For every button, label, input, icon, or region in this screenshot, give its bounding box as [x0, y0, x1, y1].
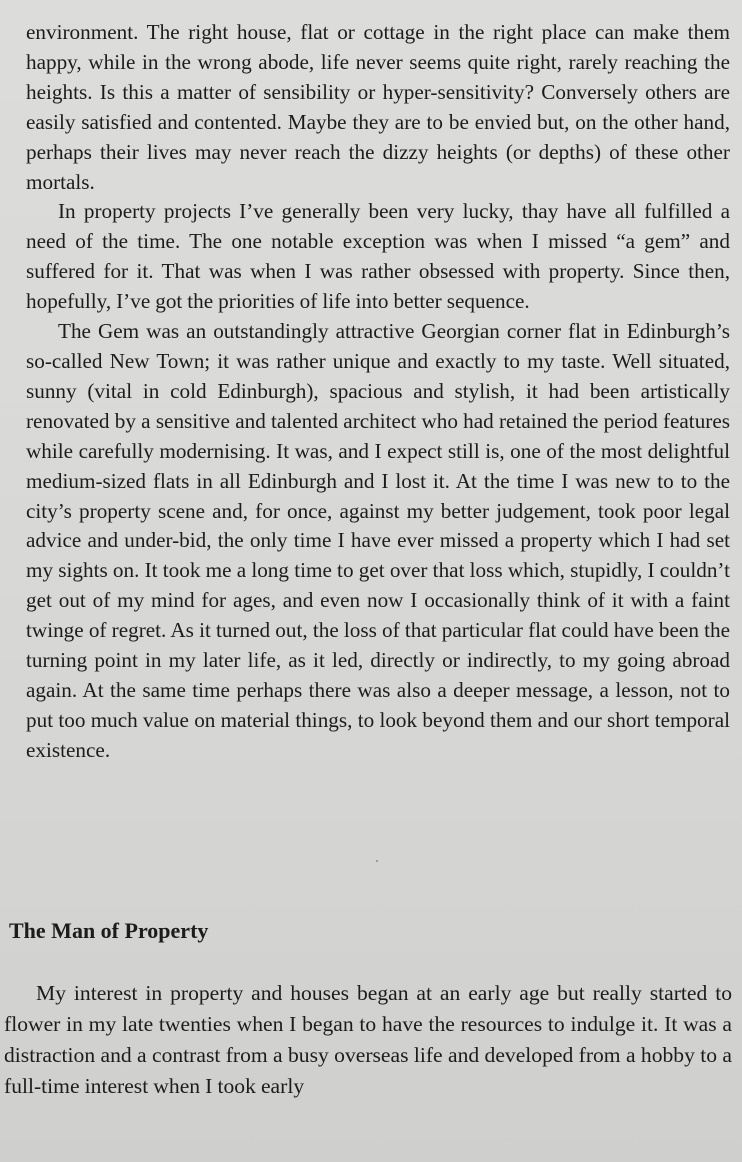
paragraph-continuation: environment. The right house, flat or cottage in the right place can make them happy, while in the wrong abode, life never seems quite right, rarely reaching the heights. Is this a matter of sensibility or hyper-sensitivity? Conversely others are easily satisfied and contented. Maybe they are to be envied but, on the other hand, perhaps their lives may never reach the dizzy heights (or depths) of these other mortals.	[26, 20, 730, 194]
paper-speck	[376, 860, 378, 862]
body-text-bottom	[4, 978, 732, 1102]
paragraph-the-gem: The Gem was an outstandingly attractive Georgian corner flat in Edinburgh’s so-called New Town; it was rather unique and exactly to my taste. Well situated, sunny (vital in cold Edinburgh), spacious and stylish, it had been artistically renovated by a sensitive and talented architect who had retained the period features while carefully modernising. It was, and I expect still is, one of the most delightful medium-sized flats in all Edinburgh and I lost it. At the time I was new to to the city’s property scene and, for once, against my better judgement, took poor legal advice and under-bid, the only time I have ever missed a property which I had set my sights on. It took me a long time to get over that loss which, stupidly, I couldn’t get out of my mind for ages, and even now I occasionally think of it with a faint twinge of regret. As it turned out, the loss of that particular flat could have been the turning point in my later life, as it led, directly or indirectly, to my going abroad again. At the same time perhaps there was also a deeper message, a lesson, not to put too much value on material things, to look beyond them and our short temporal existence.	[26, 319, 730, 762]
paragraph-interest-in-property: My interest in property and houses began at an early age but really started to flower in my late twenties when I began to have the resources to indulge it. It was a distraction and a contrast from a busy overseas life and developed from a hobby to a full-time interest when I took early	[4, 981, 732, 1098]
paragraph-property-projects: In property projects I’ve generally been very lucky, thay have all fulfilled a need of the time. The one notable exception was when I missed “a gem” and suffered for it. That was when I was rather obsessed with property. Since then, hopefully, I’ve got the priorities of life into better sequence.	[26, 199, 730, 314]
body-text-top	[26, 18, 730, 766]
section-heading: The Man of Property	[9, 918, 209, 943]
